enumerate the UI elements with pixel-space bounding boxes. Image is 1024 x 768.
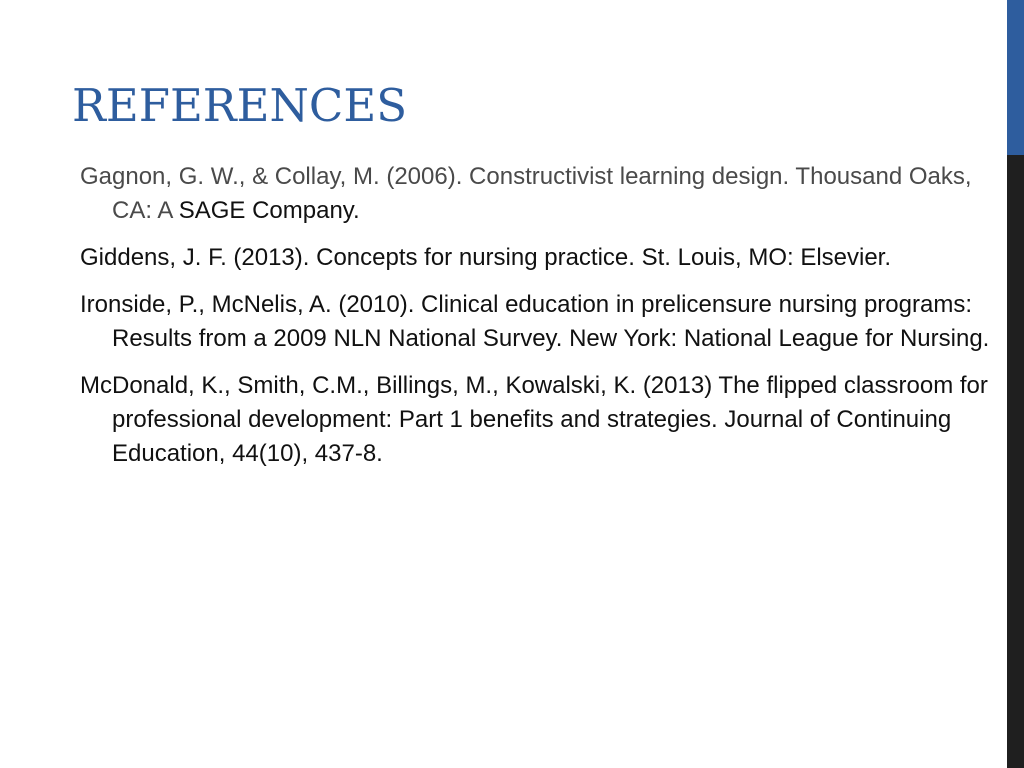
reference-item [80,369,995,471]
side-accent-bar-bottom [1007,155,1024,768]
side-accent-bar-top [1007,0,1024,155]
reference-text: Giddens, J. F. (2013). Concepts for nursing practice. St. Louis, MO: Elsevier. [80,244,892,271]
reference-text: McDonald, K., Smith, C.M., Billings, M., Kowalski, K. (2013) The flipped classroom for professional development: Part 1 benefits and strategies. Journal of Continuing Education, 44(10), 437-8. [80,372,988,467]
slide-title: REFERENCES [72,79,408,132]
reference-list [80,160,995,484]
reference-text: Gagnon, G. W., & Collay, M. (2006). Constructivist learning design. Thousand Oaks, CA: A [80,163,972,224]
reference-text: Ironside, P., McNelis, A. (2010). Clinical education in prelicensure nursing programs: Results from a 2009 NLN National Survey. New York: National League for Nursing. [80,291,990,352]
reference-item [80,288,995,356]
reference-text-tail: SAGE Company. [178,197,360,224]
reference-item [80,241,995,275]
reference-item [80,160,995,228]
